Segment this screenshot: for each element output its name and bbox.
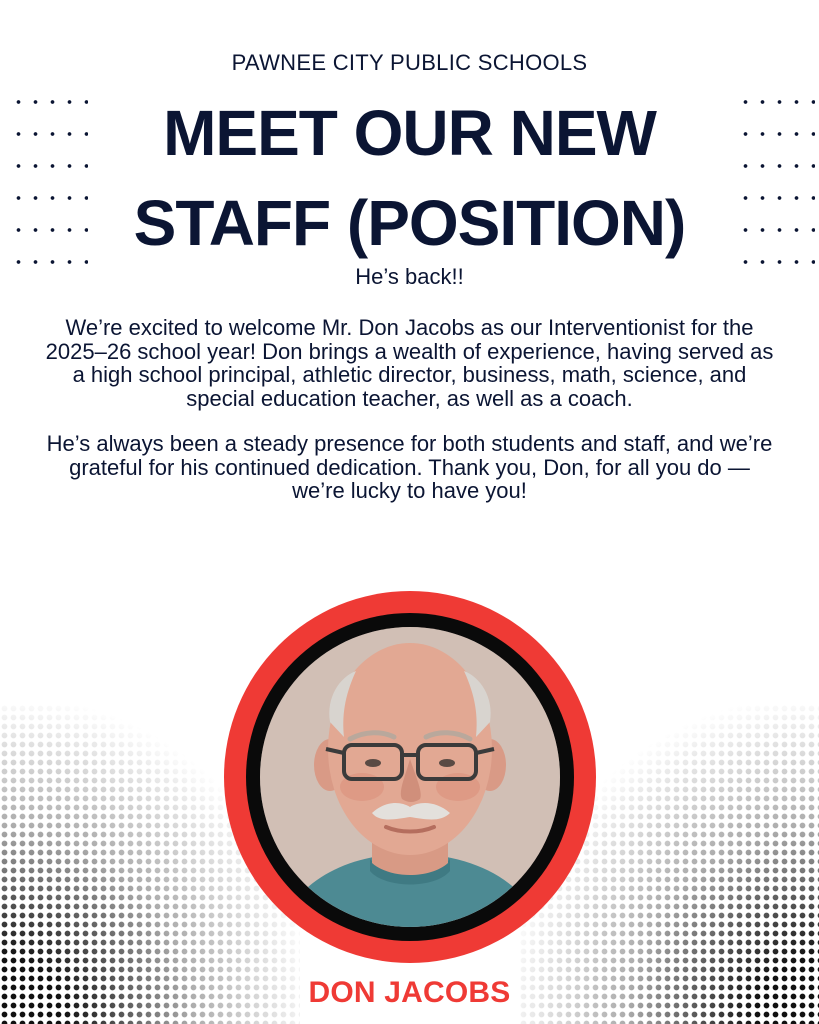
body-paragraph-2: He’s always been a steady presence for both students and staff, and we’re grateful for his continued dedication. Thank you, Don, for all you do — we’re lucky to have you!: [46, 431, 773, 503]
portrait-frame: [224, 591, 596, 963]
headline: [0, 88, 819, 268]
portrait-inner-ring: [246, 613, 574, 941]
headline-line-2: STAFF (POSITION): [133, 187, 686, 259]
body-text: [40, 316, 779, 525]
tagline: He’s back!!: [355, 264, 464, 289]
school-name: PAWNEE CITY PUBLIC SCHOOLS: [231, 50, 588, 75]
staff-name: DON JACOBS: [308, 976, 511, 1009]
person-portrait-icon: [260, 627, 560, 927]
body-paragraph-1: We’re excited to welcome Mr. Don Jacobs as our Interventionist for the 2025–26 school year! Don brings a wealth of experience, having served as a high school principal, athletic director, business, math, science, and special education teacher, as well as a coach.: [45, 315, 774, 411]
headline-line-1: MEET OUR NEW: [163, 97, 656, 169]
